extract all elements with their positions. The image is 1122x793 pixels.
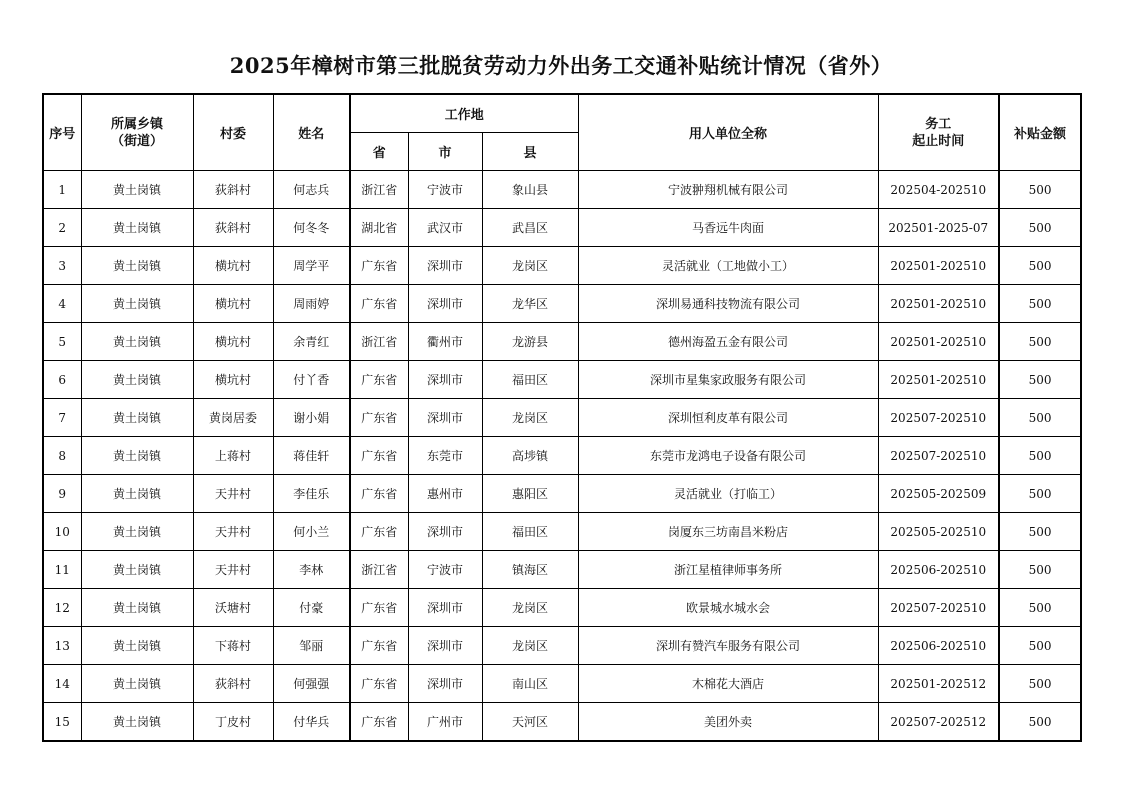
cell-province: 广东省 [350,589,408,627]
cell-province: 广东省 [350,361,408,399]
page-title: 2025年樟树市第三批脱贫劳动力外出务工交通补贴统计情况（省外） [229,53,893,78]
cell-county: 龙游县 [482,323,578,361]
cell-seq: 1 [43,171,81,209]
cell-village: 天井村 [193,551,273,589]
cell-county: 龙岗区 [482,589,578,627]
cell-employer: 欧景城水城水会 [578,589,878,627]
cell-period: 202507-202510 [878,589,999,627]
cell-town: 黄土岗镇 [81,399,193,437]
cell-province: 广东省 [350,399,408,437]
cell-village: 丁皮村 [193,703,273,742]
cell-seq: 7 [43,399,81,437]
cell-county: 高埗镇 [482,437,578,475]
header-town-line2: （街道） [110,133,163,149]
cell-employer: 东莞市龙鸿电子设备有限公司 [578,437,878,475]
cell-amount: 500 [999,551,1081,589]
cell-village: 横坑村 [193,323,273,361]
table-row [43,551,1081,589]
cell-province: 广东省 [350,475,408,513]
cell-town: 黄土岗镇 [81,513,193,551]
table-row [43,627,1081,665]
cell-period: 202505-202510 [878,513,999,551]
cell-county: 龙岗区 [482,399,578,437]
cell-seq: 3 [43,247,81,285]
cell-city: 广州市 [408,703,482,742]
cell-village: 天井村 [193,475,273,513]
cell-amount: 500 [999,209,1081,247]
cell-village: 荻斜村 [193,209,273,247]
cell-employer: 马香远牛肉面 [578,209,878,247]
table-row [43,475,1081,513]
cell-seq: 11 [43,551,81,589]
table-row [43,399,1081,437]
cell-period: 202501-202512 [878,665,999,703]
cell-village: 横坑村 [193,247,273,285]
cell-name: 周雨婷 [273,285,350,323]
cell-seq: 4 [43,285,81,323]
cell-employer: 木棉花大酒店 [578,665,878,703]
cell-village: 荻斜村 [193,665,273,703]
cell-province: 广东省 [350,513,408,551]
table-row [43,703,1081,742]
cell-amount: 500 [999,627,1081,665]
cell-amount: 500 [999,399,1081,437]
cell-seq: 2 [43,209,81,247]
header-employer: 用人单位全称 [578,94,878,171]
cell-village: 横坑村 [193,361,273,399]
cell-village: 沃塘村 [193,589,273,627]
header-county: 县 [482,133,578,171]
cell-name: 谢小娟 [273,399,350,437]
cell-seq: 15 [43,703,81,742]
cell-city: 宁波市 [408,551,482,589]
cell-village: 黄岗居委 [193,399,273,437]
cell-amount: 500 [999,703,1081,742]
cell-seq: 10 [43,513,81,551]
cell-seq: 5 [43,323,81,361]
table-body [43,171,1081,742]
table-row [43,437,1081,475]
cell-county: 惠阳区 [482,475,578,513]
cell-seq: 8 [43,437,81,475]
cell-seq: 9 [43,475,81,513]
cell-name: 邹丽 [273,627,350,665]
cell-province: 浙江省 [350,171,408,209]
cell-village: 天井村 [193,513,273,551]
cell-name: 周学平 [273,247,350,285]
cell-village: 荻斜村 [193,171,273,209]
cell-period: 202506-202510 [878,551,999,589]
cell-county: 武昌区 [482,209,578,247]
cell-city: 深圳市 [408,513,482,551]
table-row [43,361,1081,399]
cell-employer: 宁波翀翔机械有限公司 [578,171,878,209]
cell-seq: 6 [43,361,81,399]
cell-city: 深圳市 [408,589,482,627]
cell-province: 广东省 [350,665,408,703]
cell-county: 福田区 [482,513,578,551]
cell-seq: 12 [43,589,81,627]
cell-town: 黄土岗镇 [81,209,193,247]
cell-employer: 岗厦东三坊南昌米粉店 [578,513,878,551]
cell-employer: 美团外卖 [578,703,878,742]
cell-province: 广东省 [350,247,408,285]
cell-employer: 灵活就业（工地做小工） [578,247,878,285]
cell-name: 付华兵 [273,703,350,742]
header-seq: 序号 [43,94,81,171]
cell-employer: 深圳有赞汽车服务有限公司 [578,627,878,665]
cell-period: 202507-202512 [878,703,999,742]
cell-village: 上蒋村 [193,437,273,475]
cell-town: 黄土岗镇 [81,665,193,703]
cell-employer: 深圳恒利皮革有限公司 [578,399,878,437]
cell-name: 付丫香 [273,361,350,399]
cell-town: 黄土岗镇 [81,551,193,589]
cell-period: 202507-202510 [878,399,999,437]
cell-name: 余青红 [273,323,350,361]
header-period-line2: 起止时间 [912,133,965,149]
cell-province: 广东省 [350,627,408,665]
header-town-line1: 所属乡镇 [110,116,163,132]
cell-province: 广东省 [350,437,408,475]
cell-city: 武汉市 [408,209,482,247]
cell-town: 黄土岗镇 [81,627,193,665]
cell-county: 象山县 [482,171,578,209]
cell-seq: 14 [43,665,81,703]
table-row [43,323,1081,361]
table-row [43,589,1081,627]
cell-employer: 德州海盈五金有限公司 [578,323,878,361]
cell-period: 202504-202510 [878,171,999,209]
cell-province: 浙江省 [350,551,408,589]
cell-employer: 灵活就业（打临工） [578,475,878,513]
cell-town: 黄土岗镇 [81,247,193,285]
cell-county: 福田区 [482,361,578,399]
header-name: 姓名 [273,94,350,171]
cell-county: 龙岗区 [482,627,578,665]
cell-county: 南山区 [482,665,578,703]
table-row [43,513,1081,551]
cell-employer: 深圳市星集家政服务有限公司 [578,361,878,399]
cell-city: 惠州市 [408,475,482,513]
table-row [43,665,1081,703]
cell-name: 李林 [273,551,350,589]
header-workplace: 工作地 [350,94,578,133]
cell-city: 深圳市 [408,247,482,285]
cell-county: 天河区 [482,703,578,742]
header-village: 村委 [193,94,273,171]
cell-village: 下蒋村 [193,627,273,665]
cell-city: 衢州市 [408,323,482,361]
cell-county: 镇海区 [482,551,578,589]
cell-name: 何冬冬 [273,209,350,247]
cell-city: 宁波市 [408,171,482,209]
cell-county: 龙华区 [482,285,578,323]
header-period [878,94,999,171]
cell-town: 黄土岗镇 [81,589,193,627]
cell-employer: 深圳易通科技物流有限公司 [578,285,878,323]
cell-province: 广东省 [350,285,408,323]
table-row [43,209,1081,247]
cell-county: 龙岗区 [482,247,578,285]
cell-city: 东莞市 [408,437,482,475]
cell-name: 何小兰 [273,513,350,551]
header-period-line1: 务工 [925,116,952,132]
cell-amount: 500 [999,247,1081,285]
cell-period: 202506-202510 [878,627,999,665]
header-province: 省 [350,133,408,171]
table-row [43,247,1081,285]
cell-name: 何志兵 [273,171,350,209]
cell-seq: 13 [43,627,81,665]
cell-name: 何强强 [273,665,350,703]
cell-name: 李佳乐 [273,475,350,513]
cell-city: 深圳市 [408,399,482,437]
cell-town: 黄土岗镇 [81,285,193,323]
cell-province: 湖北省 [350,209,408,247]
cell-amount: 500 [999,285,1081,323]
header-town [81,94,193,171]
cell-city: 深圳市 [408,627,482,665]
cell-province: 广东省 [350,703,408,742]
cell-period: 202501-202510 [878,247,999,285]
cell-town: 黄土岗镇 [81,171,193,209]
cell-amount: 500 [999,361,1081,399]
cell-town: 黄土岗镇 [81,475,193,513]
cell-period: 202501-202510 [878,323,999,361]
cell-amount: 500 [999,171,1081,209]
subsidy-table [42,93,1082,742]
cell-city: 深圳市 [408,665,482,703]
cell-amount: 500 [999,323,1081,361]
header-city: 市 [408,133,482,171]
cell-employer: 浙江星植律师事务所 [578,551,878,589]
table-row [43,285,1081,323]
cell-city: 深圳市 [408,361,482,399]
cell-period: 202507-202510 [878,437,999,475]
cell-period: 202505-202509 [878,475,999,513]
cell-period: 202501-202510 [878,361,999,399]
cell-period: 202501-2025-07 [878,209,999,247]
cell-village: 横坑村 [193,285,273,323]
cell-province: 浙江省 [350,323,408,361]
cell-amount: 500 [999,475,1081,513]
cell-amount: 500 [999,589,1081,627]
cell-town: 黄土岗镇 [81,703,193,742]
cell-city: 深圳市 [408,285,482,323]
cell-town: 黄土岗镇 [81,361,193,399]
cell-amount: 500 [999,437,1081,475]
cell-amount: 500 [999,513,1081,551]
header-amount: 补贴金额 [999,94,1081,171]
cell-name: 付豪 [273,589,350,627]
cell-name: 蒋佳轩 [273,437,350,475]
cell-town: 黄土岗镇 [81,437,193,475]
cell-amount: 500 [999,665,1081,703]
cell-period: 202501-202510 [878,285,999,323]
cell-town: 黄土岗镇 [81,323,193,361]
table-row [43,171,1081,209]
